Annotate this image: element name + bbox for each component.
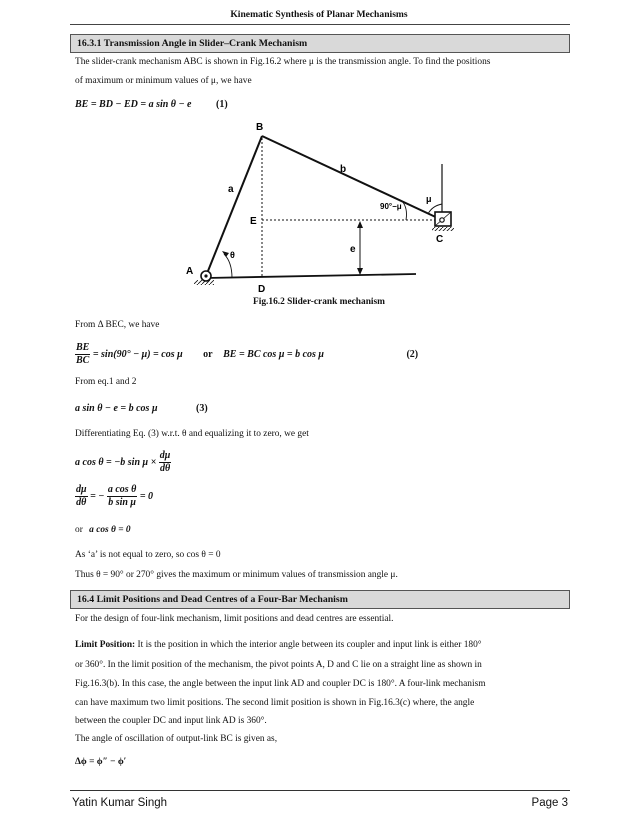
equation-5-frac2-den: b sin μ — [108, 497, 136, 508]
equation-4-left: a cos θ = −b sin μ × — [75, 456, 157, 468]
from-bec-text: From Δ BEC, we have — [75, 320, 160, 330]
label-angle-90-mu: 90°−μ — [380, 202, 402, 211]
as-not-zero-text: As ‘a’ is not equal to zero, so cos θ = 0 — [75, 550, 221, 560]
equation-2-number: (2) — [406, 348, 419, 360]
equation-6-line — [75, 521, 565, 541]
section-heading-limit-positions: 16.4 Limit Positions and Dead Centres of a Four-Bar Mechanism — [70, 590, 570, 609]
limit-line-1 — [75, 636, 565, 656]
label-theta: θ — [230, 250, 235, 260]
equation-6-or: or — [75, 525, 83, 535]
label-a-point: A — [186, 266, 194, 277]
oscillation-equation: Δϕ = ϕ″ − ϕ′ — [75, 757, 127, 767]
equation-6: a cos θ = 0 — [89, 525, 131, 535]
equation-5-frac1-num: dμ — [76, 484, 87, 495]
equation-4 — [75, 450, 171, 475]
limit-line-3: Fig.16.3(b). In this case, the angle between the input link AD and coupler DC is 180°. A four-link mechanism — [75, 679, 486, 689]
connecting-rod-b — [262, 136, 442, 220]
label-b-point: B — [256, 122, 264, 133]
label-d-point: D — [258, 284, 266, 295]
equation-1 — [75, 99, 228, 110]
limit-line-1-text: It is the position in which the interior angle between its coupler and input link is either 180° — [137, 640, 482, 650]
equation-2-or: or — [203, 348, 213, 360]
label-b-link: b — [340, 164, 347, 175]
footer-author: Yatin Kumar Singh — [72, 797, 168, 809]
equation-5-mid: = − — [90, 490, 105, 502]
footer-rule — [70, 790, 570, 791]
oscillation-text: The angle of oscillation of output-link BC is given as, — [75, 734, 278, 744]
intro-line-1: The slider-crank mechanism ABC is shown in Fig.16.2 where μ is the transmission angle. To find the positions — [75, 57, 491, 67]
equation-3-number: (3) — [196, 403, 208, 414]
equation-2-fraction — [75, 342, 90, 367]
equation-3-text: a sin θ − e = b cos μ — [75, 403, 158, 414]
label-e-offset: e — [350, 244, 356, 255]
equation-3 — [75, 403, 208, 414]
limit-intro-text: For the design of four-link mechanism, limit positions and dead centres are essential. — [75, 614, 394, 624]
footer-page-number: Page 3 — [531, 797, 568, 809]
intro-line-2: of maximum or minimum values of μ, we have — [75, 76, 252, 86]
equation-2-rest: = sin(90° − μ) = cos μ — [92, 348, 183, 360]
equation-5-frac2-num: a cos θ — [107, 484, 137, 495]
equation-5-frac1-den: dθ — [76, 497, 87, 508]
label-a-link: a — [228, 184, 234, 195]
equation-5-fraction-1 — [75, 484, 88, 509]
page-header-title: Kinematic Synthesis of Planar Mechanisms — [230, 9, 408, 20]
limit-position-label: Limit Position: — [75, 640, 136, 650]
label-e-point: E — [250, 216, 257, 227]
equation-4-fraction — [159, 450, 172, 475]
limit-line-5: between the coupler DC and input link AD is 360°. — [75, 716, 267, 726]
ground-line — [206, 274, 416, 278]
equation-4-frac-den: dθ — [159, 463, 171, 474]
header-rule — [70, 24, 570, 25]
figure-caption: Fig.16.2 Slider-crank mechanism — [253, 297, 385, 307]
equation-5 — [75, 484, 153, 509]
label-c-point: C — [436, 234, 444, 245]
thus-text: Thus θ = 90° or 270° gives the maximum or minimum values of transmission angle μ. — [75, 570, 398, 580]
label-mu: μ — [426, 194, 432, 204]
section-heading-transmission-angle: 16.3.1 Transmission Angle in Slider–Crank Mechanism — [70, 34, 570, 53]
equation-2-frac-den: BC — [76, 355, 90, 366]
differentiating-text: Differentiating Eq. (3) w.r.t. θ and equalizing it to zero, we get — [75, 429, 309, 439]
from-eq-text: From eq.1 and 2 — [75, 377, 137, 387]
equation-5-fraction-2 — [107, 484, 138, 509]
equation-2-frac-num: BE — [76, 342, 90, 353]
equation-2 — [75, 342, 418, 367]
equation-4-frac-num: dμ — [159, 450, 171, 461]
equation-2-right: BE = BC cos μ = b cos μ — [223, 348, 324, 360]
limit-line-4: can have maximum two limit positions. The second limit position is shown in Fig.16.3(c) where, the angle — [75, 698, 475, 708]
limit-line-2: or 360°. In the limit position of the mechanism, the pivot points A, D and C lie on a straight line as shown in — [75, 660, 482, 670]
slider-hatch — [432, 227, 454, 231]
equation-5-end: = 0 — [139, 490, 154, 502]
slider-crank-figure — [170, 112, 470, 297]
equation-1-number: (1) — [216, 99, 228, 110]
equation-1-text: BE = BD − ED = a sin θ − e — [75, 99, 192, 110]
